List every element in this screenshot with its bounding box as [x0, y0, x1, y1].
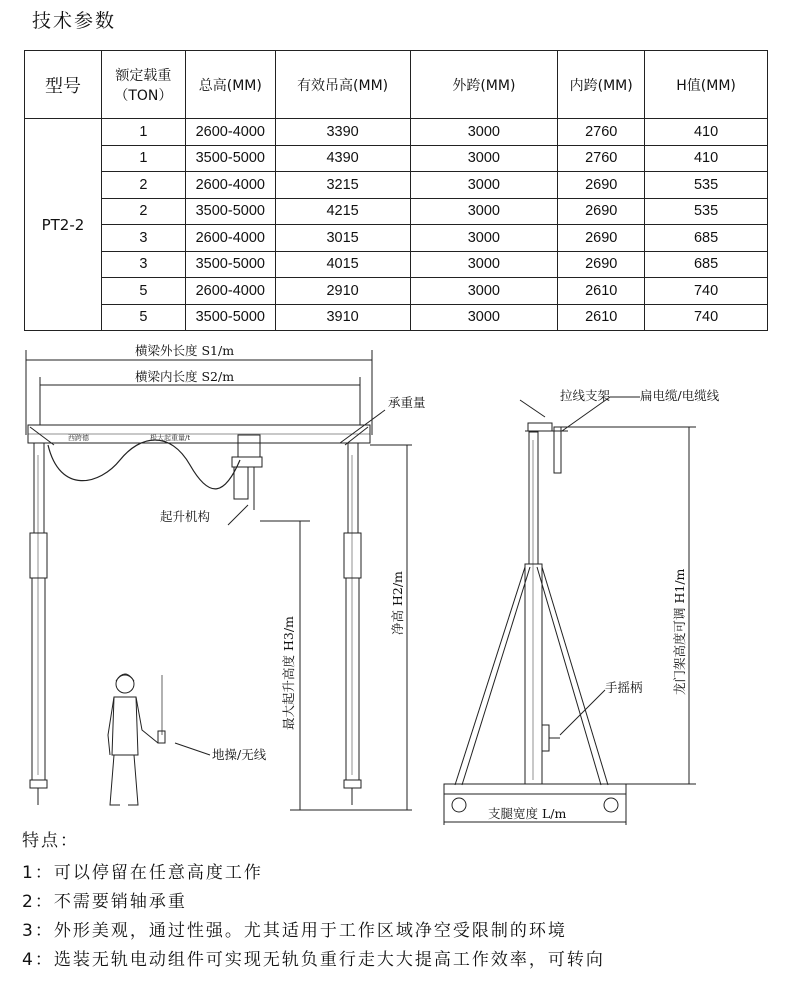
- cell-inner-span: 2760: [558, 119, 645, 146]
- cell-outer-span: 3000: [410, 172, 558, 199]
- cell-total-height: 3500-5000: [185, 198, 275, 225]
- feature-item: 4：选装无轨电动组件可实现无轨负重行走大大提高工作效率，可转向: [22, 950, 605, 970]
- cell-ton: 2: [101, 198, 185, 225]
- table-row: [25, 251, 768, 278]
- cell-h-value: 535: [645, 172, 768, 199]
- cell-total-height: 3500-5000: [185, 304, 275, 331]
- gantry-crane-diagram: [0, 335, 790, 825]
- label-load-bearing: 承重量: [388, 395, 426, 410]
- label-remote: 地操/无线: [212, 747, 267, 762]
- cell-ton: 5: [101, 278, 185, 305]
- cell-outer-span: 3000: [410, 198, 558, 225]
- table-row: [25, 304, 768, 331]
- header-effective-lift: 有效吊高(MM): [275, 51, 410, 119]
- table-row: [25, 172, 768, 199]
- cell-effective-lift: 4015: [275, 251, 410, 278]
- header-model: 型号: [25, 51, 102, 119]
- cell-total-height: 3500-5000: [185, 251, 275, 278]
- cell-total-height: 2600-4000: [185, 172, 275, 199]
- label-clear-height: 净高 H2/m: [390, 571, 405, 635]
- cell-effective-lift: 3390: [275, 119, 410, 146]
- cell-effective-lift: 3910: [275, 304, 410, 331]
- cell-total-height: 2600-4000: [185, 225, 275, 252]
- cell-ton: 1: [101, 119, 185, 146]
- header-h-value: H值(MM): [645, 51, 768, 119]
- cell-inner-span: 2690: [558, 225, 645, 252]
- model-cell: PT2-2: [25, 119, 102, 331]
- cell-ton: 3: [101, 225, 185, 252]
- page-title: 技术参数: [32, 10, 117, 32]
- feature-item: 2：不需要销轴承重: [22, 892, 187, 912]
- cell-inner-span: 2690: [558, 251, 645, 278]
- cell-h-value: 685: [645, 251, 768, 278]
- table-row: [25, 278, 768, 305]
- cell-ton: 5: [101, 304, 185, 331]
- label-adjustable-height: 龙门架高度可调 H1/m: [672, 568, 687, 695]
- cell-effective-lift: 3215: [275, 172, 410, 199]
- table-row: [25, 198, 768, 225]
- cell-h-value: 410: [645, 145, 768, 172]
- cell-h-value: 685: [645, 225, 768, 252]
- cell-outer-span: 3000: [410, 145, 558, 172]
- features-section: [22, 826, 605, 975]
- cell-effective-lift: 4215: [275, 198, 410, 225]
- table-row: [25, 225, 768, 252]
- cell-inner-span: 2760: [558, 145, 645, 172]
- spec-table: [24, 50, 768, 331]
- label-hoist: 起升机构: [160, 509, 211, 524]
- features-heading: 特点：: [22, 831, 79, 851]
- table-row: [25, 119, 768, 146]
- feature-item: 1：可以停留在任意高度工作: [22, 863, 263, 883]
- header-inner-span: 内跨(MM): [558, 51, 645, 119]
- cell-outer-span: 3000: [410, 119, 558, 146]
- cell-effective-lift: 4390: [275, 145, 410, 172]
- cell-outer-span: 3000: [410, 225, 558, 252]
- label-max-lift-height: 最大起升高度 H3/m: [281, 616, 296, 730]
- label-cable-bracket: 拉线支架: [560, 388, 611, 403]
- label-flat-cable: 扁电缆/电缆线: [640, 388, 720, 403]
- header-outer-span: 外跨(MM): [410, 51, 558, 119]
- label-hand-crank: 手摇柄: [605, 680, 643, 695]
- cell-outer-span: 3000: [410, 251, 558, 278]
- cell-ton: 1: [101, 145, 185, 172]
- feature-item: 3：外形美观，通过性强。尤其适用于工作区域净空受限制的环境: [22, 921, 567, 941]
- cell-inner-span: 2610: [558, 278, 645, 305]
- label-leg-width: 支腿宽度 L/m: [488, 806, 567, 821]
- header-total-height: 总高(MM): [185, 51, 275, 119]
- cell-effective-lift: 3015: [275, 225, 410, 252]
- cell-outer-span: 3000: [410, 304, 558, 331]
- cell-h-value: 740: [645, 304, 768, 331]
- header-rated-load-line2: （TON）: [114, 87, 173, 104]
- label-beam-text-left: 西跨德: [68, 434, 89, 442]
- cell-ton: 3: [101, 251, 185, 278]
- cell-total-height: 3500-5000: [185, 145, 275, 172]
- cell-effective-lift: 2910: [275, 278, 410, 305]
- cell-inner-span: 2690: [558, 198, 645, 225]
- cell-inner-span: 2610: [558, 304, 645, 331]
- table-row: [25, 145, 768, 172]
- header-rated-load-line1: 额定载重: [115, 67, 172, 84]
- cell-h-value: 410: [645, 119, 768, 146]
- cell-total-height: 2600-4000: [185, 119, 275, 146]
- cell-ton: 2: [101, 172, 185, 199]
- cell-total-height: 2600-4000: [185, 278, 275, 305]
- cell-h-value: 740: [645, 278, 768, 305]
- cell-h-value: 535: [645, 198, 768, 225]
- cell-outer-span: 3000: [410, 278, 558, 305]
- header-rated-load: [101, 51, 185, 119]
- cell-inner-span: 2690: [558, 172, 645, 199]
- label-beam-text-right: 极大起重量/t: [150, 434, 191, 442]
- label-beam-outer-length: 横梁外长度 S1/m: [135, 343, 235, 358]
- table-header-row: [25, 51, 768, 119]
- label-beam-inner-length: 横梁内长度 S2/m: [135, 369, 235, 384]
